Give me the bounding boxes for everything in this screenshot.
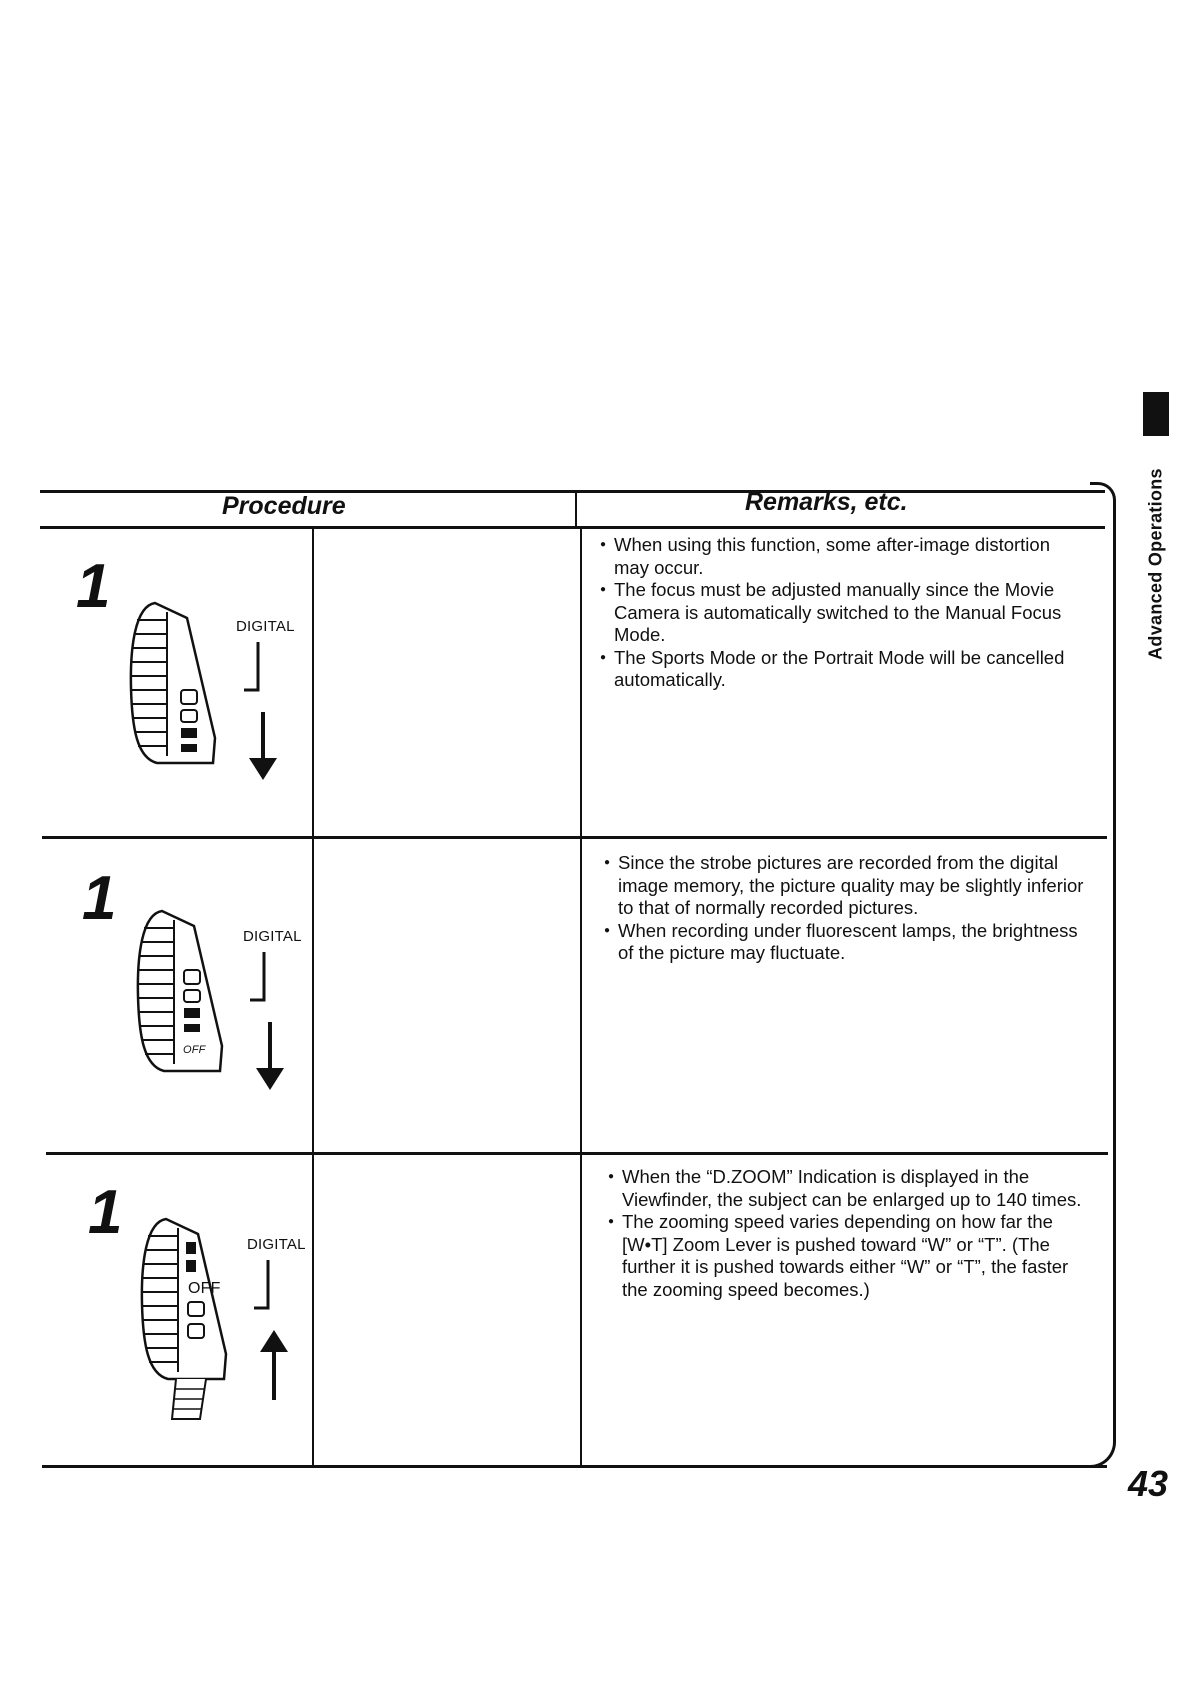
- zoom-dial-illustration: [136, 1214, 236, 1424]
- procedure-inner-divider: [312, 528, 314, 1466]
- row1-bottom-rule: [42, 836, 1107, 839]
- bracket-pointer-icon: [246, 950, 276, 1010]
- header-bottom-rule: [40, 526, 1105, 529]
- mode-dial-illustration: [125, 598, 225, 768]
- bracket-pointer-icon: [240, 640, 270, 700]
- step-number: 1: [88, 1178, 123, 1247]
- dial-off-label: OFF: [183, 1044, 206, 1056]
- digital-label: DIGITAL: [236, 618, 295, 635]
- section-tab-marker: [1143, 392, 1169, 436]
- section-side-title: Advanced Operations: [1145, 468, 1166, 660]
- header-divider: [575, 490, 577, 528]
- remarks-header: Remarks, etc.: [745, 488, 908, 516]
- down-arrow-icon: [253, 1022, 287, 1092]
- row3-remarks: [608, 1166, 1092, 1301]
- procedure-header: Procedure: [222, 492, 346, 520]
- remark-item: ● When the “D.ZOOM” Indication is displayed in the Viewfinder, the subject can be enlarged up to 140 times.: [608, 1166, 1092, 1211]
- digital-label: DIGITAL: [243, 928, 302, 945]
- page-number: 43: [1128, 1463, 1169, 1504]
- up-arrow-icon: [257, 1330, 291, 1400]
- remark-item: ● Since the strobe pictures are recorded from the digital image memory, the picture quality may be slightly inferior to that of normally recorded pictures.: [604, 852, 1090, 920]
- mode-dial-illustration: [132, 906, 232, 1078]
- digital-label: DIGITAL: [247, 1236, 306, 1253]
- table-rounded-corner: [1090, 482, 1116, 1468]
- remark-item: ● The focus must be adjusted manually since the Movie Camera is automatically switched to the Manual Focus Mode.: [600, 579, 1070, 647]
- remark-item: ● When using this function, some after-image distortion may occur.: [600, 534, 1070, 579]
- remark-item: ● The Sports Mode or the Portrait Mode will be cancelled automatically.: [600, 647, 1070, 692]
- row2-bottom-rule: [46, 1152, 1108, 1155]
- dial-off-label: OFF: [188, 1280, 221, 1297]
- row1-remarks: [600, 534, 1070, 692]
- down-arrow-icon: [246, 712, 280, 782]
- remark-item: ● The zooming speed varies depending on how far the [W•T] Zoom Lever is pushed toward “W” or “T”. (The further it is pushed towards either “W” or “T”, the faster the zooming speed becomes.): [608, 1211, 1092, 1301]
- remarks-divider: [580, 528, 582, 1466]
- remark-item: ● When recording under fluorescent lamps, the brightness of the picture may fluctuate.: [604, 920, 1090, 965]
- row2-remarks: [604, 852, 1090, 965]
- bracket-pointer-icon: [250, 1258, 280, 1318]
- table-bottom-rule: [42, 1465, 1107, 1468]
- step-number: 1: [76, 552, 111, 621]
- step-number: 1: [82, 864, 117, 933]
- table-top-rule: [40, 490, 1105, 493]
